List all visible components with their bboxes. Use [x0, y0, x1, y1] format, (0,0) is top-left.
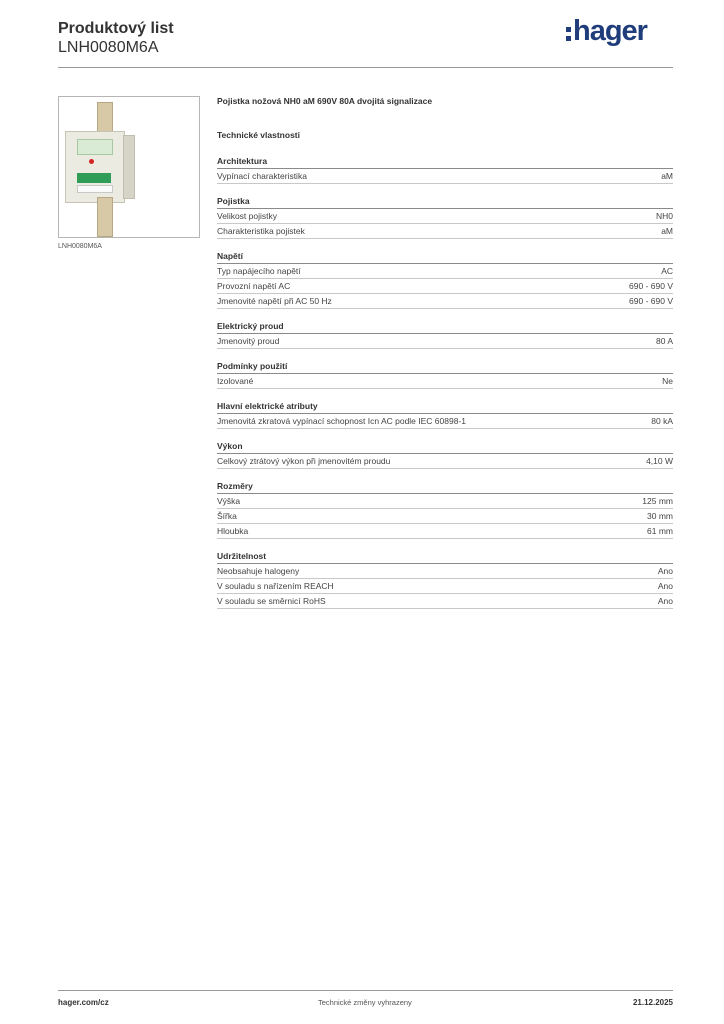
footer-website[interactable]: hager.com/cz: [58, 998, 109, 1007]
spec-value: 80 kA: [651, 416, 673, 426]
spec-group: [217, 439, 673, 469]
spec-row: [217, 279, 673, 294]
technical-properties-heading: Technické vlastnosti: [217, 130, 300, 140]
spec-group-title: Pojistka: [217, 194, 673, 209]
spec-label: Provozní napětí AC: [217, 281, 291, 291]
fuse-indicator-dot: [89, 159, 94, 164]
spec-label: V souladu s nařízením REACH: [217, 581, 334, 591]
spec-group: [217, 479, 673, 539]
product-image: [58, 96, 200, 238]
spec-group-title: Rozměry: [217, 479, 673, 494]
spec-row: [217, 524, 673, 539]
spec-group-title: Napětí: [217, 249, 673, 264]
spec-value: Ano: [657, 596, 673, 606]
spec-row: [217, 209, 673, 224]
logo-text: hager: [573, 15, 647, 47]
spec-row: [217, 454, 673, 469]
spec-label: Charakteristika pojistek: [217, 226, 305, 236]
spec-group: [217, 154, 673, 184]
spec-group-title: Hlavní elektrické atributy: [217, 399, 673, 414]
spec-group-title: Výkon: [217, 439, 673, 454]
spec-label: Jmenovitá zkratová vypínací schopnost Icn AC podle IEC 60898-1: [217, 416, 466, 426]
spec-group-title: Architektura: [217, 154, 673, 169]
spec-label: Velikost pojistky: [217, 211, 277, 221]
spec-label: Neobsahuje halogeny: [217, 566, 300, 576]
spec-row: [217, 224, 673, 239]
fuse-label-white: [77, 185, 113, 193]
header-divider: [58, 67, 673, 68]
spec-label: Hloubka: [217, 526, 249, 536]
spec-value: Ne: [662, 376, 673, 386]
spec-row: [217, 509, 673, 524]
spec-row: [217, 374, 673, 389]
spec-group-title: Udržitelnost: [217, 549, 673, 564]
spec-label: V souladu se směrnicí RoHS: [217, 596, 326, 606]
spec-value: 4,10 W: [646, 456, 673, 466]
product-description: Pojistka nožová NH0 aM 690V 80A dvojitá signalizace: [217, 96, 433, 106]
spec-value: Ano: [657, 581, 673, 591]
spec-row: [217, 494, 673, 509]
spec-label: Jmenovitý proud: [217, 336, 280, 346]
spec-group: [217, 319, 673, 349]
footer-date: 21.12.2025: [632, 998, 673, 1007]
spec-label: Izolované: [217, 376, 254, 386]
spec-row: [217, 334, 673, 349]
spec-group: [217, 194, 673, 239]
spec-row: [217, 564, 673, 579]
spec-row: [217, 169, 673, 184]
spec-row: [217, 579, 673, 594]
spec-group-title: Podmínky použití: [217, 359, 673, 374]
hager-logo[interactable]: [566, 16, 647, 46]
spec-row: [217, 414, 673, 429]
page-title: Produktový list: [58, 20, 174, 37]
spec-value: AC: [661, 266, 673, 276]
fuse-body-side: [123, 135, 135, 199]
fuse-label-green: [77, 173, 111, 183]
spec-value: Ano: [657, 566, 673, 576]
spec-value: 80 A: [655, 336, 673, 346]
spec-value: 690 - 690 V: [629, 296, 673, 306]
spec-row: [217, 594, 673, 609]
spec-group: [217, 359, 673, 389]
specs-table: [217, 154, 673, 619]
spec-label: Šířka: [217, 511, 237, 521]
spec-group: [217, 399, 673, 429]
fuse-window: [77, 139, 113, 155]
spec-label: Jmenovité napětí při AC 50 Hz: [217, 296, 332, 306]
spec-label: Vypínací charakteristika: [217, 171, 307, 181]
spec-row: [217, 264, 673, 279]
footer-divider: [58, 990, 673, 991]
spec-value: NH0: [655, 211, 673, 221]
spec-value: 30 mm: [647, 511, 673, 521]
spec-label: Celkový ztrátový výkon při jmenovitém proudu: [217, 456, 391, 466]
spec-label: Typ napájecího napětí: [217, 266, 301, 276]
spec-label: Výška: [217, 496, 241, 506]
logo-dots-icon: [566, 27, 571, 41]
spec-value: aM: [661, 171, 673, 181]
image-caption: LNH0080M6A: [58, 243, 102, 250]
spec-row: [217, 294, 673, 309]
spec-value: 61 mm: [647, 526, 673, 536]
spec-group: [217, 249, 673, 309]
footer-notice: Technické změny vyhrazeny: [318, 998, 412, 1007]
spec-group-title: Elektrický proud: [217, 319, 673, 334]
spec-value: 690 - 690 V: [629, 281, 673, 291]
spec-value: aM: [661, 226, 673, 236]
spec-value: 125 mm: [642, 496, 673, 506]
fuse-blade-bottom: [97, 197, 113, 237]
product-code-heading: LNH0080M6A: [58, 39, 159, 56]
spec-group: [217, 549, 673, 609]
